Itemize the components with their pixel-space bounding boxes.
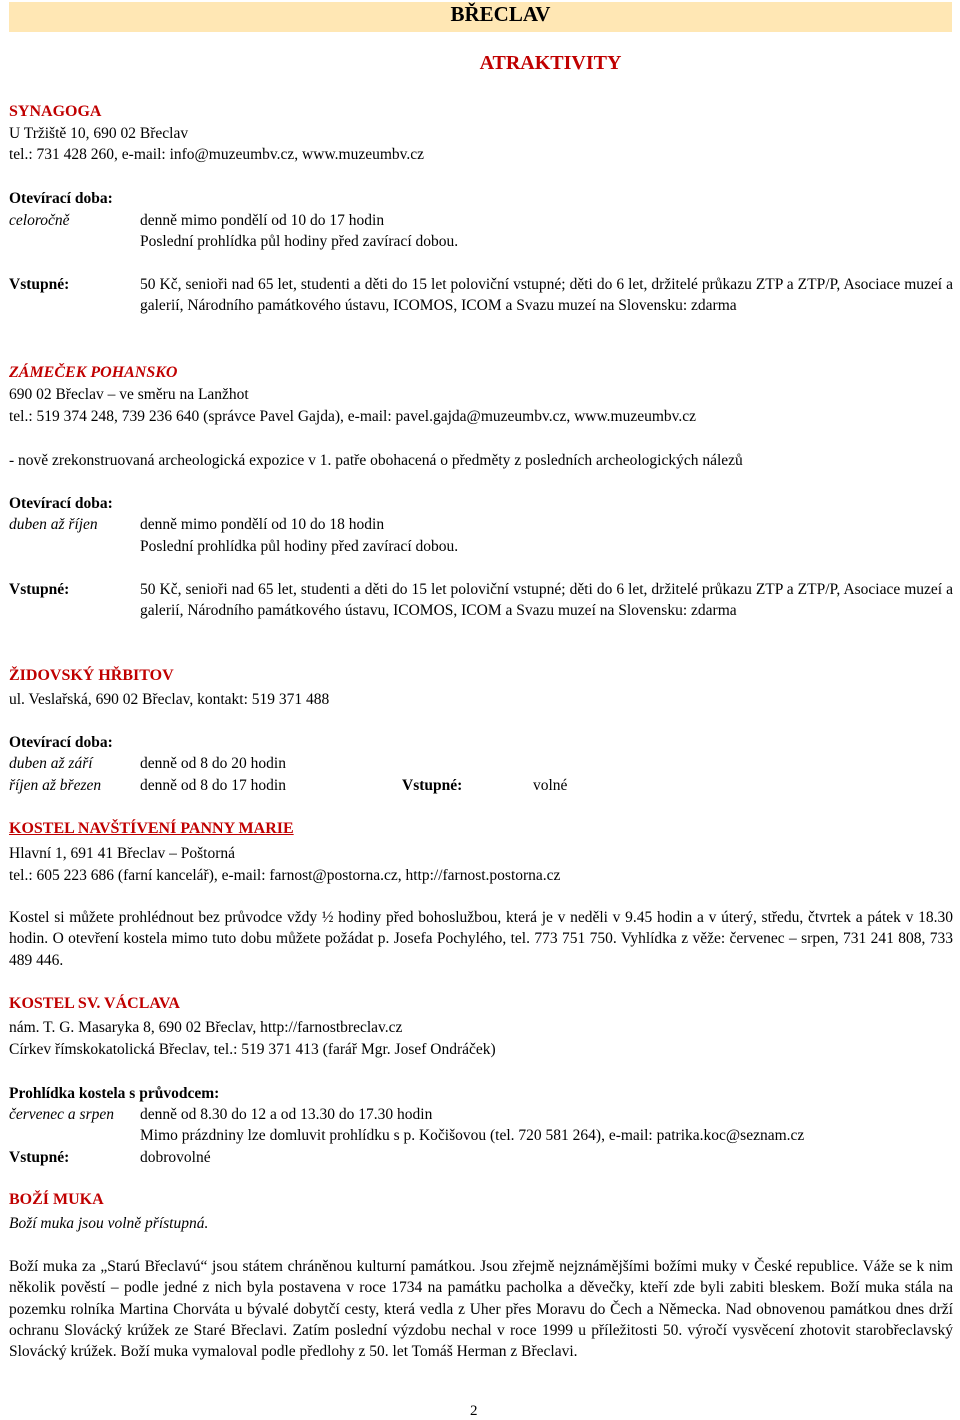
synagoga-hours: denně mimo pondělí od 10 do 17 hodin xyxy=(140,212,385,229)
hrbitov-fee-label: Vstupné: xyxy=(402,777,463,794)
kostel-marie-address: Hlavní 1, 691 41 Břeclav – Poštorná xyxy=(9,845,236,862)
kostel-vaclava-fee-label: Vstupné: xyxy=(9,1149,70,1166)
section-heading-pohansko: ZÁMEČEK POHANSKO xyxy=(9,364,178,381)
kostel-vaclava-note: Mimo prázdniny lze domluvit prohlídku s p. Kočišovou (tel. 720 581 264), e-mail: patrika.koc@seznam.cz xyxy=(140,1127,805,1144)
hrbitov-hours-2: denně od 8 do 17 hodin xyxy=(140,777,286,794)
synagoga-fee-label: Vstupné: xyxy=(9,276,70,293)
page-number: 2 xyxy=(470,1403,478,1419)
hrbitov-address: ul. Veslařská, 690 02 Břeclav, kontakt: 519 371 488 xyxy=(9,691,330,708)
synagoga-last-tour: Poslední prohlídka půl hodiny před zavírací dobou. xyxy=(140,233,459,250)
pohansko-hours: denně mimo pondělí od 10 do 18 hodin xyxy=(140,516,385,533)
section-heading-bozi-muka: BOŽÍ MUKA xyxy=(9,1191,104,1208)
bozi-muka-text: Boží muka za „Starú Břeclavú“ jsou státem chráněnou kulturní památkou. Jsou zřejmě nejznámějšími božími muky v České republice. Váže se k nim několik pověstí – podle jedné z nich byla postavena v roce 1734 na památku pacholka a děvečky, kteří zde byli zabiti bleskem. Boží muka stála na pozemku rolníka Martina Chorváta u bývalé dobytčí cesty, která vedla z Uher přes Moravu do Čech a Německa. Nad obnovenou památkou dnes drží ochranu Slovácký krúžek ze Staré Břeclavi. Zatím poslední výzdobu nechal v roce 1999 u příležitosti 50. výročí vysvěcení zhotovit starobřeclavský Slovácký krúžek. Boží muka vymaloval podle předlohy z 50. let Tomáš Herman z Břeclavi. xyxy=(9,1258,953,1361)
hrbitov-season-2: říjen až březen xyxy=(9,777,102,794)
pohansko-contact: tel.: 519 374 248, 739 236 640 (správce Pavel Gajda), e-mail: pavel.gajda@muzeumbv.cz, www.muzeumbv.cz xyxy=(9,408,697,425)
pohansko-fee: 50 Kč, senioři nad 65 let, studenti a děti do 15 let poloviční vstupné; děti do 6 let, držitelé průkazu ZTP a ZTP/P, Asociace muzeí a galerií, Národního památkového ústavu, ICOMOS, ICOM a Svazu muzeí na Slovensku: zdarma xyxy=(140,581,953,620)
hrbitov-hours-label: Otevírací doba: xyxy=(9,734,113,751)
pohansko-fee-label: Vstupné: xyxy=(9,581,70,598)
kostel-vaclava-season: červenec a srpen xyxy=(9,1106,115,1123)
page-title: BŘECLAV xyxy=(450,2,551,26)
synagoga-fee: 50 Kč, senioři nad 65 let, studenti a děti do 15 let poloviční vstupné; děti do 6 let, držitelé průkazu ZTP a ZTP/P, Asociace muzeí a galerií, Národního památkového ústavu, ICOMOS, ICOM a Svazu muzeí na Slovensku: zdarma xyxy=(140,276,953,315)
pohansko-address: 690 02 Břeclav – ve směru na Lanžhot xyxy=(9,386,249,403)
kostel-vaclava-fee: dobrovolné xyxy=(140,1149,211,1166)
hrbitov-fee: volné xyxy=(533,777,568,794)
section-heading-kostel-vaclava: KOSTEL SV. VÁCLAVA xyxy=(9,995,180,1012)
synagoga-season: celoročně xyxy=(9,212,70,229)
section-heading-hrbitov: ŽIDOVSKÝ HŘBITOV xyxy=(9,667,174,684)
kostel-vaclava-contact: Církev římskokatolická Břeclav, tel.: 519 371 413 (farář Mgr. Josef Ondráček) xyxy=(9,1041,496,1058)
pohansko-last-tour: Poslední prohlídka půl hodiny před zavírací dobou. xyxy=(140,538,459,555)
section-heading-synagoga: SYNAGOGA xyxy=(9,103,102,120)
hrbitov-hours-1: denně od 8 do 20 hodin xyxy=(140,755,286,772)
synagoga-hours-label: Otevírací doba: xyxy=(9,190,113,207)
pohansko-hours-label: Otevírací doba: xyxy=(9,495,113,512)
kostel-marie-text: Kostel si můžete prohlédnout bez průvodce vždy ½ hodiny před bohoslužbou, která je v neděli v 9.45 hodin a v úterý, středu, čtvrtek a pátek v 18.30 hodin. O otevření kostela mimo tuto dobu můžete požádat p. Josefa Pochylého, tel. 773 751 750. Vyhlídka z věže: červenec – srpen, 731 241 808, 733 489 446. xyxy=(9,909,953,969)
kostel-vaclava-tour-label: Prohlídka kostela s průvodcem: xyxy=(9,1085,220,1102)
section-heading-kostel-marie: KOSTEL NAVŠTÍVENÍ PANNY MARIE xyxy=(9,820,294,837)
kostel-vaclava-address: nám. T. G. Masaryka 8, 690 02 Břeclav, http://farnostbreclav.cz xyxy=(9,1019,403,1036)
synagoga-contact: tel.: 731 428 260, e-mail: info@muzeumbv.cz, www.muzeumbv.cz xyxy=(9,146,425,163)
pohansko-season: duben až říjen xyxy=(9,516,98,533)
synagoga-address: U Tržiště 10, 690 02 Břeclav xyxy=(9,125,189,142)
kostel-marie-contact: tel.: 605 223 686 (farní kancelář), e-mail: farnost@postorna.cz, http://farnost.postorna.cz xyxy=(9,867,561,884)
hrbitov-season-1: duben až září xyxy=(9,755,93,772)
page-subtitle: ATRAKTIVITY xyxy=(479,52,622,74)
bozi-muka-access: Boží muka jsou volně přístupná. xyxy=(9,1215,209,1232)
kostel-vaclava-hours: denně od 8.30 do 12 a od 13.30 do 17.30 hodin xyxy=(140,1106,433,1123)
pohansko-note: - nově zrekonstruovaná archeologická expozice v 1. patře obohacená o předměty z posledních archeologických nálezů xyxy=(9,452,743,469)
